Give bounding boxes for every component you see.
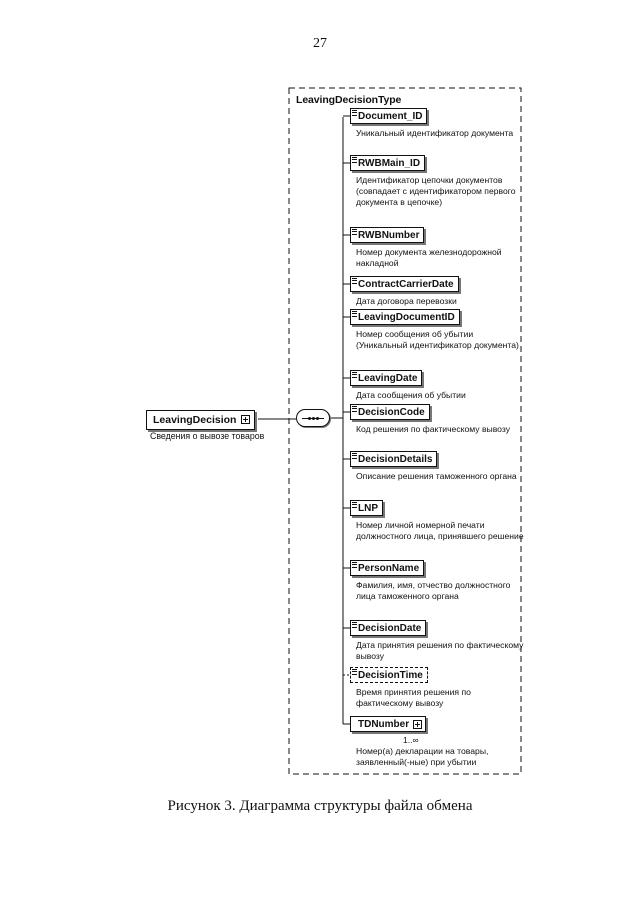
element-leavingdate[interactable] — [350, 370, 422, 386]
element-description: Уникальный идентификатор документа — [356, 128, 514, 138]
root-element-label: LeavingDecision — [153, 414, 237, 426]
element-label: Document_ID — [358, 111, 423, 122]
simple-type-icon — [352, 622, 357, 628]
element-leavingdocumentid[interactable] — [350, 309, 460, 325]
element-description: Код решения по фактическому вывозу — [356, 424, 510, 434]
element-decisiontime[interactable] — [350, 667, 428, 683]
simple-type-icon — [352, 502, 357, 508]
element-description: Дата договора перевозки — [356, 296, 457, 306]
element-label: DecisionDetails — [358, 454, 433, 465]
simple-type-icon — [352, 311, 357, 317]
element-label: DecisionTime — [358, 670, 423, 681]
element-lnp[interactable] — [350, 500, 383, 516]
element-label: RWBMain_ID — [358, 158, 421, 169]
element-description: Дата сообщения об убытии — [356, 390, 466, 400]
element-label: ContractCarrierDate — [358, 279, 454, 290]
sequence-dot — [316, 417, 319, 420]
element-description: Описание решения таможенного органа — [356, 471, 517, 481]
element-label: LeavingDocumentID — [358, 312, 455, 323]
element-label: RWBNumber — [358, 230, 420, 241]
element-personname[interactable] — [350, 560, 424, 576]
element-label: LeavingDate — [358, 373, 418, 384]
element-rwbmain-id[interactable] — [350, 155, 425, 171]
element-description: Время принятия решения по фактическому вывозу — [356, 687, 471, 708]
root-description: Сведения о вывозе товаров — [150, 431, 265, 441]
simple-type-icon — [352, 406, 357, 412]
simple-type-icon — [352, 157, 357, 163]
simple-type-icon — [352, 562, 357, 568]
element-label: PersonName — [358, 563, 420, 574]
multiplicity-label: 1..∞ — [403, 735, 419, 745]
simple-type-icon — [352, 110, 357, 116]
figure-caption: Рисунок 3. Диаграмма структуры файла обмена — [167, 798, 473, 814]
element-tdnumber[interactable] — [350, 716, 426, 732]
simple-type-icon — [352, 669, 357, 675]
element-description: Дата принятия решения по фактическому вывозу — [356, 640, 524, 661]
sequence-dot — [312, 417, 315, 420]
simple-type-icon — [352, 278, 357, 284]
element-label: DecisionCode — [358, 407, 425, 418]
expand-icon[interactable] — [241, 415, 250, 424]
element-description: Номер личной номерной печати должностного лица, принявшего решение — [356, 520, 524, 541]
sequence-dot — [308, 417, 311, 420]
page-number: 27 — [313, 36, 327, 51]
element-decisiondate[interactable] — [350, 620, 426, 636]
element-description: Фамилия, имя, отчество должностного лица таможенного органа — [356, 580, 511, 601]
simple-type-icon — [352, 453, 357, 459]
type-name: LeavingDecisionType — [296, 94, 402, 106]
element-description: Номер сообщения об убытии (Уникальный идентификатор документа) — [356, 329, 519, 350]
simple-type-icon — [352, 229, 357, 235]
element-description: Номер документа железнодорожной накладной — [356, 247, 502, 268]
element-rwbnumber[interactable] — [350, 227, 424, 243]
element-label: TDNumber — [358, 719, 410, 730]
expand-icon[interactable] — [413, 720, 422, 729]
branch-lines — [343, 116, 350, 724]
simple-type-icon — [352, 372, 357, 378]
element-decisioncode[interactable] — [350, 404, 430, 420]
sequence-compositor[interactable] — [296, 409, 330, 427]
element-description: Идентификатор цепочки документов (совпадает с идентификатором первого документа в цепочке) — [356, 175, 516, 207]
element-label: LNP — [358, 503, 378, 514]
element-contractcarrierdate[interactable] — [350, 276, 459, 292]
element-decisiondetails[interactable] — [350, 451, 437, 467]
element-description: Номер(а) декларации на товары, заявленный(-ные) при убытии — [356, 746, 489, 767]
root-element[interactable] — [146, 410, 255, 430]
element-document-id[interactable] — [350, 108, 427, 124]
element-label: DecisionDate — [358, 623, 422, 634]
